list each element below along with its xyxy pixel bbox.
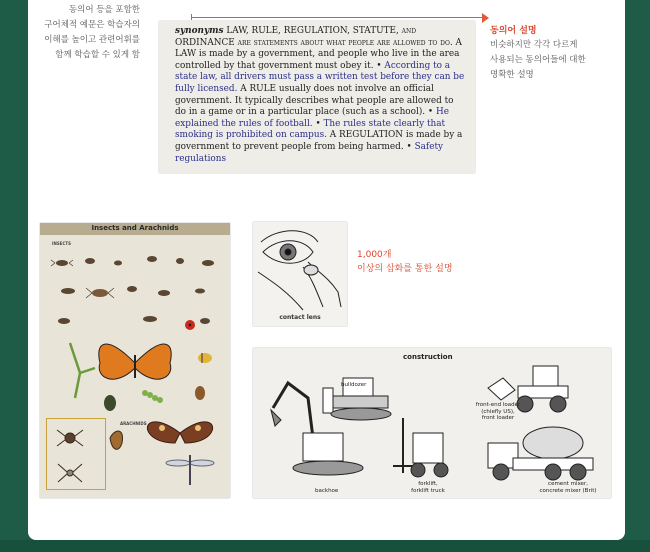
note-line: 명확한 설명 (490, 70, 534, 80)
contact-lens-label: contact lens (279, 314, 321, 321)
dict-example: The rules state clearly that smoking is prohibited on campus. (175, 118, 446, 141)
dict-text: A (237, 83, 250, 94)
insects-poster-image (40, 223, 230, 498)
label-backhoe: backhoe (315, 488, 339, 494)
frame-left (0, 0, 28, 552)
loader-line: (chiefly US), (481, 408, 515, 415)
dict-example: Safety regulations (175, 141, 444, 164)
dict-word-regulation: REGULATION (339, 130, 404, 141)
construction-illustration (253, 348, 611, 498)
callout-arrow-line (191, 17, 483, 18)
loader-line: front loader (481, 415, 515, 421)
synonyms-note-title: 동의어 설명 (490, 26, 537, 36)
dictionary-text (175, 26, 465, 165)
label-front-end-loader (453, 402, 543, 422)
label-cement-mixer (523, 481, 611, 494)
note-line: 비슷하지만 각각 다르게 (490, 40, 578, 50)
construction-vehicles-drawing (253, 348, 611, 498)
dict-text: is made by a government to prevent people from being harmed. • (175, 130, 463, 152)
dict-word-law: LAW (175, 49, 197, 60)
dict-text: LAW, RULE, REGULATION, STATUTE, and ORDINANCE are statements about what people are allowed to do. A (175, 26, 462, 48)
eye-finger-drawing (253, 222, 347, 312)
dict-word-rule: RULE (249, 83, 277, 94)
insects-section-label: INSECTS (52, 241, 71, 246)
dict-example: According to a state law, all drivers must pass a written test before they can be fully licensed. (175, 60, 465, 94)
mixer-line: concrete mixer (Brit) (539, 487, 597, 494)
dict-text: is made by a government, and people who live in the area controlled by that government must obey it. • (175, 49, 460, 71)
forklift-line: forklift truck (411, 487, 445, 494)
frame-right (625, 0, 650, 552)
contact-lens-illustration (253, 222, 347, 326)
note-line: 사용되는 동의어들에 대한 (490, 55, 586, 65)
caption-line: 이해를 높이고 관련어휘를 (44, 35, 140, 45)
illustrations-count: 1,000개 (357, 250, 392, 260)
examples-caption (30, 3, 140, 63)
caption-line: 동의어 등을 포함한 (68, 5, 140, 15)
caption-line: 구어체적 예문은 학습자의 (44, 20, 140, 30)
dictionary-excerpt (159, 21, 475, 173)
loader-line: front-end loader (475, 402, 521, 408)
frame-bottom (0, 540, 650, 552)
dict-text: usually does not involve an official government. It typically describes what people are allowed to do in a game or in a particular place (such as a school). • (175, 83, 454, 118)
dict-text: • (312, 118, 324, 129)
synonyms-note-description (490, 38, 600, 83)
illustrations-note (357, 248, 453, 276)
poster-title: Insects and Arachnids (91, 224, 179, 232)
label-bulldozer: bulldozer (341, 382, 367, 388)
synonyms-lead: synonyms (175, 26, 224, 36)
dict-text: A (326, 130, 340, 141)
label-forklift (393, 481, 463, 494)
forklift-line: forklift, (418, 481, 438, 487)
mixer-line: cement mixer, (548, 481, 588, 487)
arachnids-section-box (46, 418, 106, 490)
dict-example: He explained the rules of football. (175, 107, 449, 129)
callout-arrow-head (482, 13, 489, 23)
illustrations-description: 이상의 삽화를 통한 설명 (357, 264, 453, 274)
caption-line: 함께 학습할 수 있게 함 (55, 50, 140, 60)
construction-title: construction (403, 353, 453, 361)
arachnids-section-label: ARACHNIDS (120, 421, 147, 426)
